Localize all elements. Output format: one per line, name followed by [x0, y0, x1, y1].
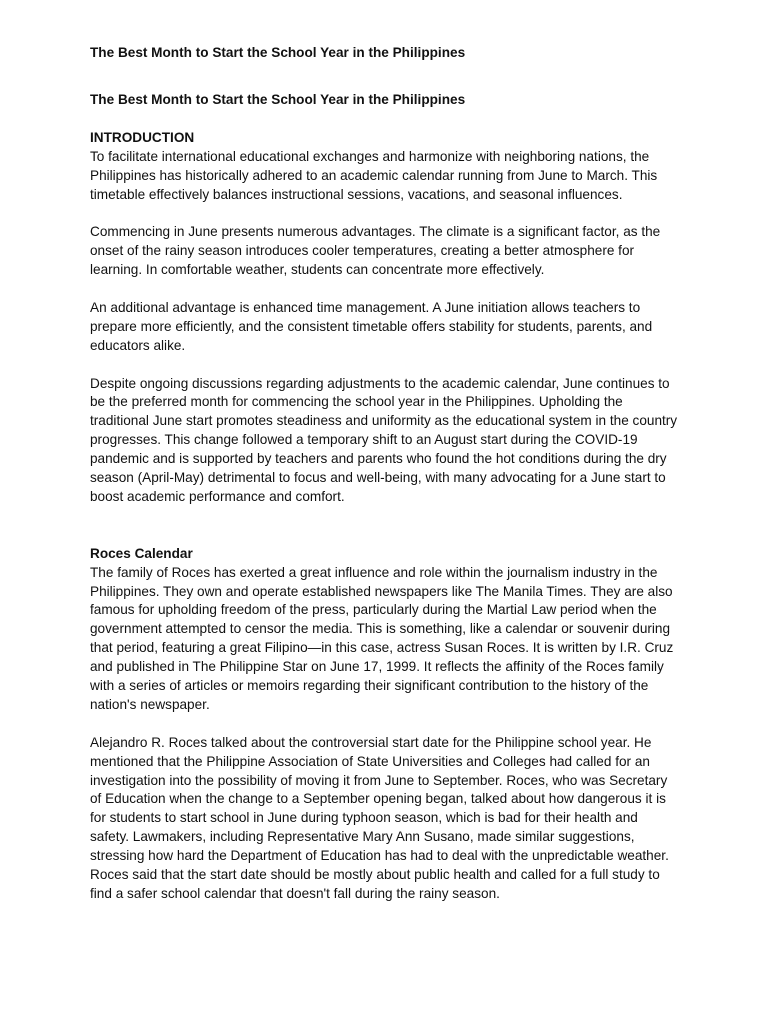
- paragraph: Despite ongoing discussions regarding adjustments to the academic calendar, June continues to be the preferred month for commencing the school year in the Philippines. Upholding the traditional June start promotes steadiness and uniformity as the educational system in the country progresses. This change followed a temporary shift to an August start during the COVID-19 pandemic and is supported by teachers and parents who found the hot conditions during the dry season (April-May) detrimental to focus and well-being, with many advocating for a June start to boost academic performance and comfort.: [90, 375, 678, 504]
- paragraph: Alejandro R. Roces talked about the controversial start date for the Philippine school year. He mentioned that the Philippine Association of State Universities and Colleges had called for an investigation into the possibility of moving it from June to September. Roces, who was Secretary of Education when the change to a September opening began, talked about how dangerous it is for students to start school in June during typhoon season, which is bad for their health and safety. Lawmakers, including Representative Mary Ann Susano, made similar suggestions, stressing how hard the Department of Education has had to deal with the unpredictable weather. Roces said that the start date should be mostly about public health and called for a full study to find a safer school calendar that doesn't fall during the rainy season.: [90, 734, 669, 901]
- document-subtitle: The Best Month to Start the School Year in the Philippines: [90, 91, 466, 107]
- section-heading: INTRODUCTION: [90, 129, 195, 145]
- paragraph: Commencing in June presents numerous advantages. The climate is a significant factor, as the onset of the rainy season introduces cooler temperatures, creating a better atmosphere for learning. In comfortable weather, students can concentrate more effectively.: [90, 224, 661, 278]
- section-heading: Roces Calendar: [90, 545, 193, 561]
- paragraph: An additional advantage is enhanced time management. A June initiation allows teachers to prepare more efficiently, and the consistent timetable offers stability for students, parents, and educators alike.: [90, 299, 653, 353]
- paragraph: The family of Roces has exerted a great influence and role within the journalism industry in the Philippines. They own and operate established newspapers like The Manila Times. They are also famous for upholding freedom of the press, particularly during the Martial Law period when the government attempted to censor the media. This is something, like a calendar or souvenir during that period, featuring a great Filipino—in this case, actress Susan Roces. It is written by I.R. Cruz and published in The Philippine Star on June 17, 1999. It reflects the affinity of the Roces family with a series of articles or memoirs regarding their significant contribution to the history of the nation's newspaper.: [90, 564, 674, 712]
- section-introduction: [90, 129, 680, 507]
- section-roces-calendar: [90, 545, 680, 904]
- document-title: The Best Month to Start the School Year in the Philippines: [90, 45, 466, 60]
- paragraph: To facilitate international educational exchanges and harmonize with neighboring nations, the Philippines has historically adhered to an academic calendar running from June to March. This timetable effectively balances instructional sessions, vacations, and seasonal influences.: [90, 148, 658, 202]
- document-page: [90, 44, 680, 923]
